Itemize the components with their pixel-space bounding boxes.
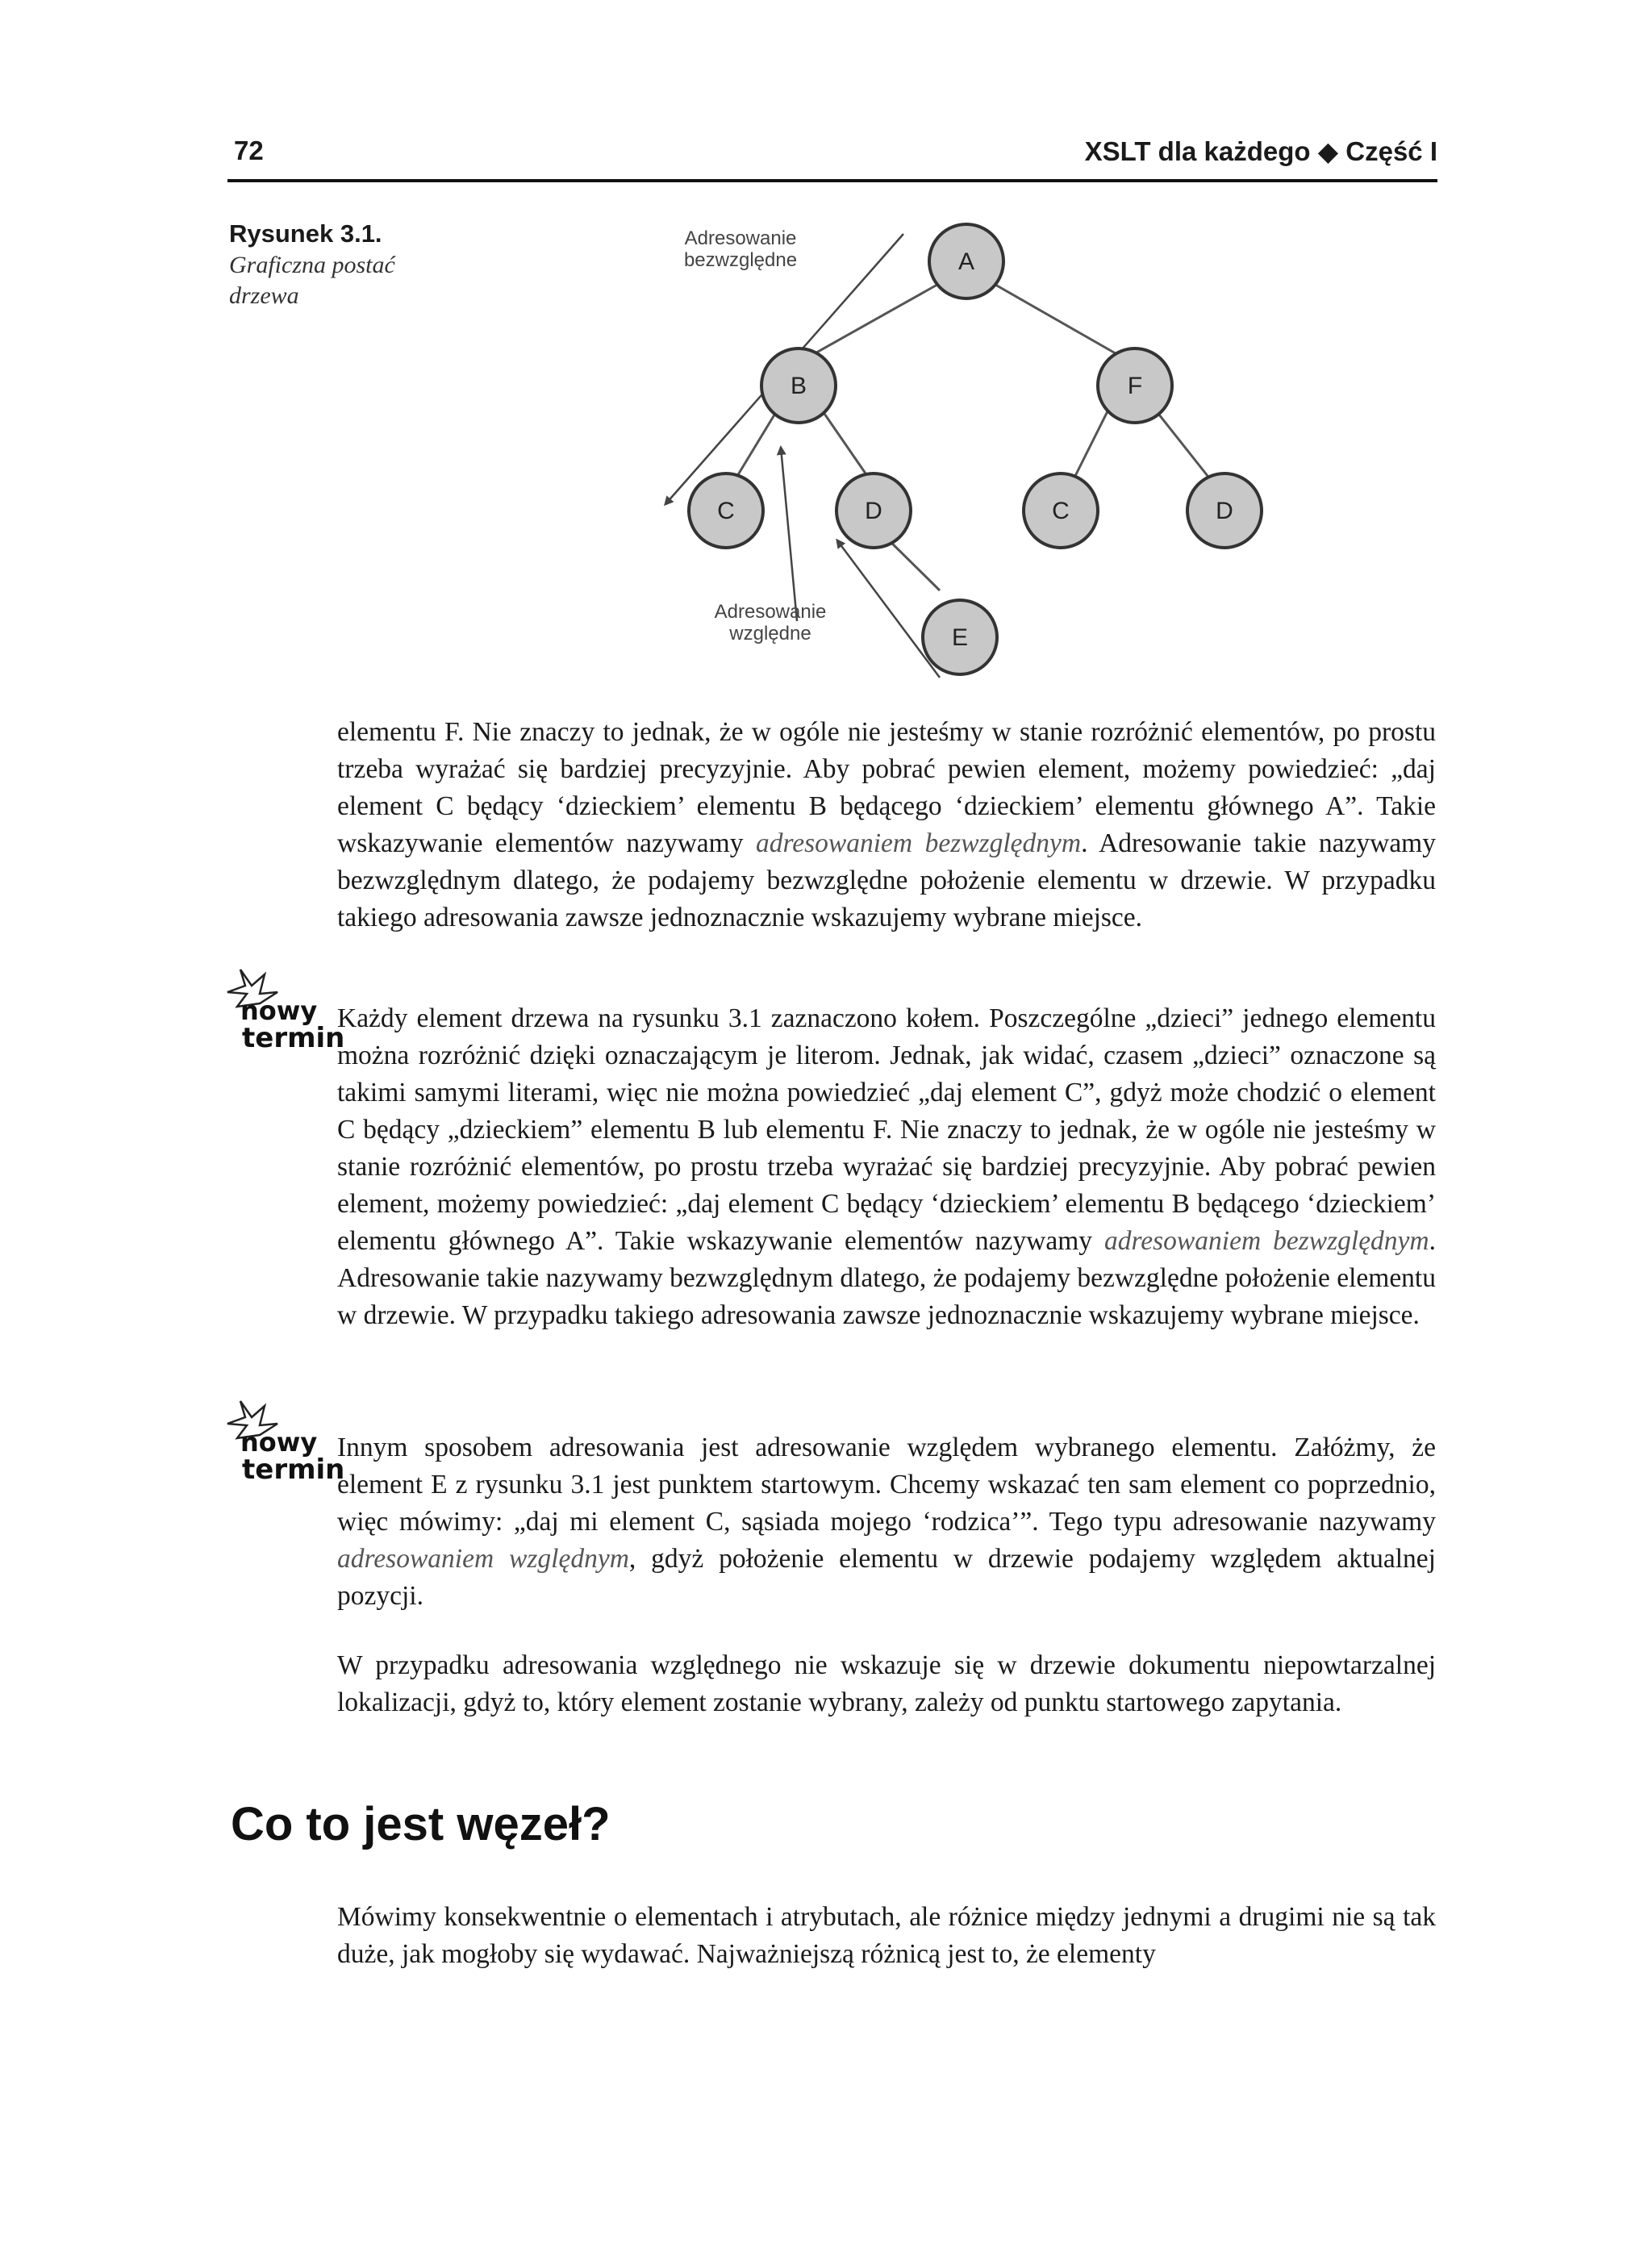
svg-text:E: E <box>951 624 969 651</box>
figure-caption-text: Graficzna postać drzewa <box>229 252 395 309</box>
tree-node-b-1 <box>761 348 836 423</box>
tree-diagram <box>661 218 1299 686</box>
tree-diagram-svg <box>661 218 1299 686</box>
running-title: XSLT dla każdego ◆ Część I <box>1084 136 1437 166</box>
paragraph-4: W przypadku adresowania względnego nie wskazuje się w drzewie dokumentu niepowtarzalnej lokalizacji, gdyż to, który element zostanie wybrany, zależy od punktu startowego zapytania. <box>337 1650 1436 1717</box>
tree-node-f-2 <box>1098 348 1172 423</box>
relative-address-arrow-up <box>837 540 940 678</box>
tree-node-c-5 <box>1024 473 1098 548</box>
tree-node-c-3 <box>689 473 763 548</box>
svg-text:A: A <box>957 248 975 275</box>
relative-address-label-1: Adresowanie <box>714 601 827 623</box>
tree-node-a-0 <box>929 224 1003 298</box>
absolute-address-label-1: Adresowanie <box>684 227 797 249</box>
new-term-icon-2 <box>224 1399 345 1488</box>
edge-a-f <box>984 278 1125 359</box>
relative-address-arrow-left <box>781 448 797 621</box>
new-term-icon <box>224 968 345 1057</box>
tree-node-d-6 <box>1187 473 1262 548</box>
term-absolute-addressing: adresowaniem bezwzględnym <box>755 828 1082 858</box>
svg-text:termin: termin <box>242 1022 345 1054</box>
paragraph-2: Każdy element drzewa na rysunku 3.1 zaznaczono kołem. Poszczególne „dzieci” jednego elementu można rozróżnić dzięki oznaczającym je literom. Jednak, jak widać, czasem „dzieci” oznaczone są takimi samymi literami, więc nie można powiedzieć „daj element C”, gdyż może chodzić o element C będący „dzieckiem” elementu B lub elementu F. Nie znaczy to jednak, że w ogóle nie jesteśmy w stanie rozróżnić elementów, po prostu trzeba wyrażać się bardziej precyzyjnie. Aby pobrać pewien element, możemy powiedzieć: „daj element C będący ‘dzieckiem’ elementu B będącego ‘dzieckiem’ elementu głównego A”. Takie wskazywanie elementów nazywamy adresowaniem bezwzględnym. Adresowanie takie nazywamy bezwzględnym dlatego, że podajemy bezwzględne położenie elementu w drzewie. W przypadku takiego adresowania zawsze jednoznacznie wskazujemy wybrane miejsce. <box>337 1003 1436 1330</box>
paragraph-1: elementu F. Nie znaczy to jednak, że w ogóle nie jesteśmy w stanie rozróżnić elementów, po prostu trzeba wyrażać się bardziej precyzyjnie. Aby pobrać pewien element, możemy powiedzieć: „daj element C będący ‘dzieckiem’ elementu B będącego ‘dzieckiem’ elementu głównego A”. Takie wskazywanie elementów nazywamy adresowaniem bezwzględnym. Adresowanie takie nazywamy bezwzględnym dlatego, że podajemy bezwzględne położenie elementu w drzewie. W przypadku takiego adresowania zawsze jednoznacznie wskazujemy wybrane miejsce. <box>337 717 1436 932</box>
svg-text:D: D <box>865 498 882 524</box>
term-absolute-addressing-2: adresowaniem bezwzględnym <box>1103 1226 1429 1256</box>
absolute-address-label-2: bezwzględne <box>683 249 798 271</box>
term-relative-addressing: adresowaniem względnym <box>337 1544 629 1574</box>
paragraph-3: Innym sposobem adresowania jest adresowanie względem wybranego elementu. Załóżmy, że element E z rysunku 3.1 jest punktem startowym. Chcemy wskazać ten sam element co poprzednio, więc mówimy: „daj mi element C, sąsiada mojego ‘rodzica’”. Tego typu adresowanie nazywamy adresowaniem względnym, gdyż położenie elementu w drzewie podajemy względem aktualnej pozycji. <box>337 1433 1436 1611</box>
svg-text:nowy: nowy <box>240 1427 318 1458</box>
tree-node-d-4 <box>836 473 911 548</box>
relative-address-label-2: względne <box>729 623 811 644</box>
svg-text:C: C <box>1052 498 1070 524</box>
figure-label: Rysunek 3.1. <box>229 219 382 248</box>
page-header <box>227 129 1437 182</box>
paragraph-5: Mówimy konsekwentnie o elementach i atrybutach, ale różnice między jednymi a drugimi nie są tak duże, jak mogłoby się wydawać. Najważniejszą różnicą jest to, że elementy <box>337 1902 1436 1969</box>
tree-node-e-7 <box>923 600 997 674</box>
svg-text:B: B <box>790 373 807 399</box>
figure-caption <box>229 219 431 311</box>
page-number: 72 <box>234 136 264 165</box>
edge-a-b <box>805 278 949 359</box>
svg-text:D: D <box>1216 498 1233 524</box>
svg-text:termin: termin <box>242 1454 345 1486</box>
svg-text:F: F <box>1127 373 1143 399</box>
svg-text:nowy: nowy <box>240 995 318 1026</box>
section-heading: Co to jest węzeł? <box>231 1798 611 1850</box>
svg-text:C: C <box>717 498 735 524</box>
